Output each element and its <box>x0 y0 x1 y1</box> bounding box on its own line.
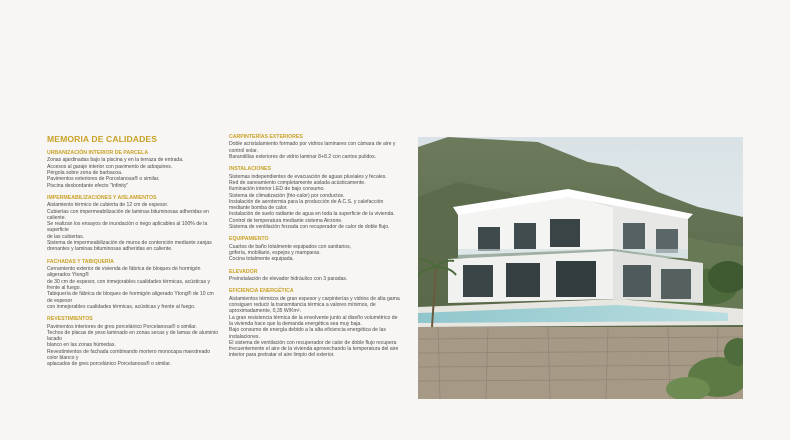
section-title: CARPINTERÍAS EXTERIORES <box>229 134 303 140</box>
section-line: Sistemas independientes de evacuación de aguas pluviales y fecales. <box>229 173 387 180</box>
section-line: Cocina totalmente equipada. <box>229 256 294 263</box>
section-carpinterias-exteriores <box>229 134 401 160</box>
section-line: Sistema de ventilación forzada con recuperador de calor de doble flujo. <box>229 224 390 231</box>
left-sections <box>47 150 220 368</box>
section-line: La gran resistencia térmica de la envolvente junto al diseño volumétrico de la vivienda hace que la demanda energética sea muy baja. <box>229 314 398 327</box>
section-title: FACHADAS Y TABIQUERÍA <box>47 258 114 265</box>
section-line: Aislamiento térmico de cubierta de 12 cm de espesor. <box>47 202 169 209</box>
section-eficiencia-energetica <box>229 288 401 358</box>
section-line: Instalación de suelo radiante de agua en toda la superficie de la vivienda. <box>229 211 395 218</box>
section-line: Sistema de impermeabilización de muros de contención mediante zanjas <box>47 240 212 247</box>
section-line: Tabiquería de fábrica de bloques de hormigón aligerado Ytong® de 10 cm de espesor <box>47 291 214 304</box>
section-line: Cubiertas con impermeabilización de laminas bituminosas adheridas en caliente. <box>47 208 209 221</box>
section-line: Pavimentos exteriores de Porcelanosa® o similar. <box>47 176 160 183</box>
section-line: Accesos al garaje interior con pavimento de adoquines. <box>47 163 173 170</box>
section-line: Se realizan los ensayos de inundación o riego aplicables al 100% de la superficie <box>47 221 208 234</box>
page-title: MEMORIA DE CALIDADES <box>47 134 158 144</box>
section-line: con inmejorables cualidades térmicas, acústicas y frente al fuego. <box>47 303 196 310</box>
left-column <box>47 134 220 374</box>
section-line: grifería, mobiliario, espejos y mamparas. <box>229 250 321 257</box>
section-title: IMPERMEABILIZACIONES Y AISLAMIENTOS <box>47 194 157 201</box>
section-line: Bajo consumo de energía debido a la alta eficiencia energética de las instalaciones. <box>229 327 386 340</box>
section-line: Sistema de climatización (frio-calor) por conductos. <box>229 192 345 199</box>
villa-icon <box>418 137 743 399</box>
section-line: Preinstalación de elevador hidráulico con 3 paradas. <box>229 276 348 283</box>
section-impermeabilizaciones-y-aislamientos <box>47 195 220 253</box>
section-line: Revestimientos de fachada combinando mortero monocapa maestreado color blanco y <box>47 348 211 362</box>
section-line: aplacados de gres porcelánico Porcelanosa® o similar. <box>47 361 172 368</box>
section-urbanizacion-interior-de-parcela <box>47 150 220 189</box>
section-title: INSTALACIONES <box>229 166 271 173</box>
section-line: Pavimentos interiores de gres porcelánico Porcelanosa® o similar. <box>47 323 197 330</box>
section-line: Red de saneamiento completamente aislada acústicamente. <box>229 180 366 186</box>
section-title: ELEVADOR <box>229 268 258 275</box>
section-line: Pérgola sobre zona de barbacoa. <box>47 170 123 176</box>
section-title: REVESTIMIENTOS <box>47 316 93 323</box>
villa-photo <box>418 137 743 399</box>
section-line: Cerramiento exterior de vivienda de fábrica de bloques de hormigón aligerados Ytong® <box>47 266 201 279</box>
section-title: EQUIPAMIENTO <box>229 236 269 243</box>
section-line: Piscina desbordante efecto "Infinity" <box>47 182 129 189</box>
section-line: Zonas ajardinadas bajo la piscina y en la terraza de entrada. <box>47 157 184 164</box>
section-instalaciones <box>229 166 401 230</box>
section-line: Iluminación interior LED de bajo consumo. <box>229 186 325 193</box>
section-line: Techos de placas de yeso laminado en zonas secas y de lamas de aluminio lacado <box>47 329 219 343</box>
section-line: Cuartos de baño totalmente equipados con sanitarios, <box>229 243 352 250</box>
section-line: Barandillas exteriores de vidrio laminar 8+8.2 con cantos pulidos. <box>229 154 377 160</box>
section-title: EFICIENCIA ENERGÉTICA <box>229 288 294 295</box>
section-equipamiento <box>229 236 401 262</box>
section-line: de las cubiertas. <box>47 233 85 240</box>
middle-sections <box>229 134 401 359</box>
section-elevador <box>229 269 401 283</box>
section-line: drenantes y laminas bituminosas adheridas en caliente. <box>47 246 173 253</box>
section-line: Doble acristalamiento formado por vidrios laminares con cámara de aire y control solar. <box>229 141 396 154</box>
section-line: blanco en las zonas húmedas. <box>47 342 116 349</box>
section-fachadas-y-tabiqueria <box>47 259 220 310</box>
section-revestimientos <box>47 316 220 367</box>
section-line: Aislamientos térmicos de gran espesor y carpinterías y vidrios de alta gama consiguen reducir la transmitancia térmica a valores mínimos, de aproximadamente, 0,35 W/Km². <box>229 295 400 315</box>
section-line: de 30 cm de espesor, con inmejorables cualidades térmicas, acústicas y frente al fuego. <box>47 278 211 291</box>
section-line: El sistema de ventilación con recuperador de calor de doble flujo recupera frecuentemente el aire de la vivienda aprovechando la temperatura del aire interior para pretratar el aire limpio del exterior. <box>229 339 399 359</box>
middle-column <box>229 134 401 365</box>
section-title: URBANIZACIÓN INTERIOR DE PARCELA <box>47 150 149 156</box>
section-line: Instalación de aerotermia para la producción de A.C.S. y calefacción mediante bomba de calor. <box>229 198 384 212</box>
section-line: Control de temperatura mediante sistema Airzone. <box>229 217 343 224</box>
